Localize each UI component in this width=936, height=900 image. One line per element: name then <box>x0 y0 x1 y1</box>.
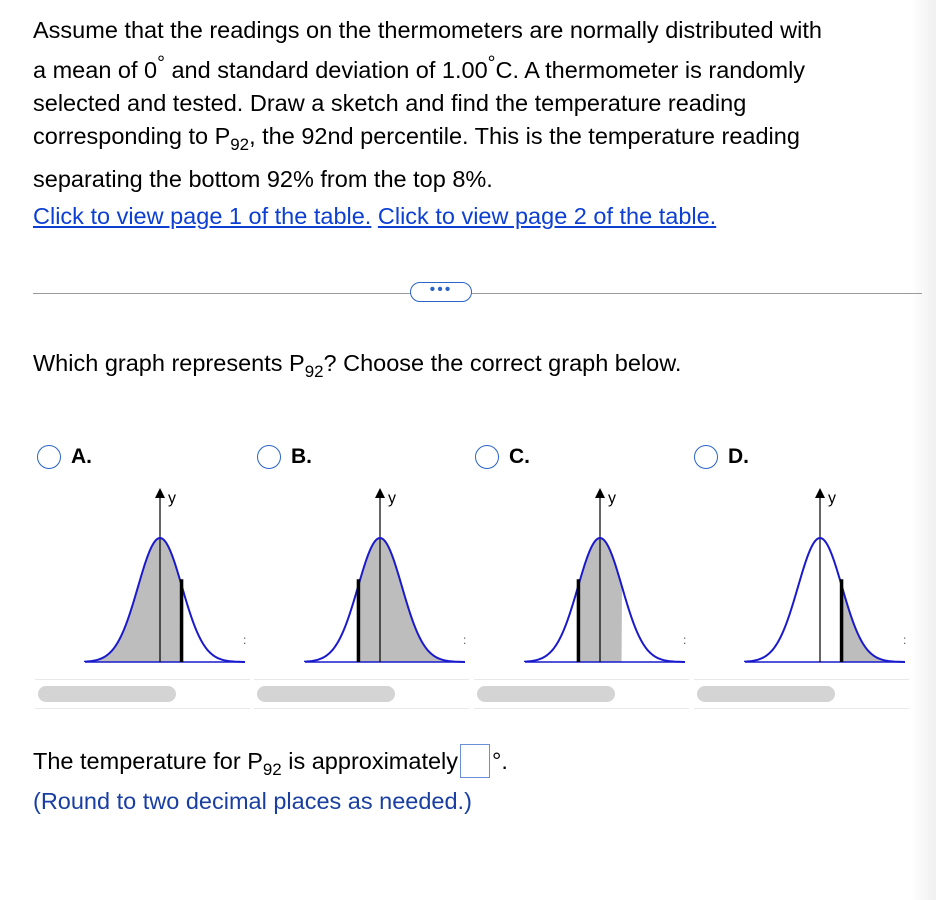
question-line-2c: C. A thermometer is randomly <box>495 56 806 83</box>
question-line-2a: a mean of 0 <box>33 56 158 83</box>
option-d-bar-bottom-line <box>694 708 909 709</box>
option-c-bar-bottom-line <box>474 708 689 709</box>
axis-end-mark: : <box>243 633 247 647</box>
option-a-label: A. <box>71 445 92 468</box>
y-axis-arrow-icon <box>155 488 165 498</box>
option-c-zoom-bar[interactable] <box>477 686 615 702</box>
option-b-label: B. <box>291 445 312 468</box>
section-divider <box>33 293 922 294</box>
option-a-graph <box>80 486 250 666</box>
temperature-answer-input[interactable] <box>460 744 490 778</box>
table-page-1-link[interactable]: Click to view page 1 of the table. <box>33 203 372 229</box>
option-b-bar-bottom-line <box>254 708 469 709</box>
option-b-radio[interactable] <box>257 445 281 469</box>
axis-end-mark: : <box>463 633 467 647</box>
option-d-label: D. <box>728 445 749 468</box>
normal-curve <box>745 538 905 662</box>
y-axis-arrow-icon <box>815 488 825 498</box>
answer-after: is approximately <box>281 748 459 774</box>
option-b-bar-top-line <box>254 679 469 680</box>
table-page-2-link[interactable]: Click to view page 2 of the table. <box>377 203 717 229</box>
question-line-1: Assume that the readings on the thermometers are normally distributed with <box>33 17 822 43</box>
option-a-zoom-bar[interactable] <box>38 686 176 702</box>
option-d-bar-top-line <box>694 679 909 680</box>
y-axis-label: y <box>828 490 836 507</box>
option-a-radio[interactable] <box>37 445 61 469</box>
degree-symbol: ° <box>157 52 165 74</box>
option-a-bar-top-line <box>35 679 250 680</box>
answer-line <box>33 744 508 778</box>
option-c-radio[interactable] <box>475 445 499 469</box>
option-c-label: C. <box>509 445 530 468</box>
table-links <box>33 203 716 230</box>
option-b-graph <box>300 486 470 666</box>
y-axis-label: y <box>168 490 176 507</box>
expand-button[interactable]: ••• <box>410 282 472 302</box>
percentile-subscript: 92 <box>304 361 324 381</box>
y-axis-arrow-icon <box>375 488 385 498</box>
axis-end-mark: : <box>903 633 907 647</box>
prompt-after: ? Choose the correct graph below. <box>323 350 682 376</box>
question-text <box>33 14 913 196</box>
option-d-zoom-bar[interactable] <box>697 686 835 702</box>
option-b-zoom-bar[interactable] <box>257 686 395 702</box>
axis-end-mark: : <box>683 633 687 647</box>
answer-unit: °. <box>492 748 508 774</box>
percentile-subscript: 92 <box>230 134 250 154</box>
question-line-4a: corresponding to P <box>33 122 231 149</box>
percentile-subscript: 92 <box>262 759 282 779</box>
answer-before: The temperature for P <box>33 748 263 774</box>
option-a-bar-bottom-line <box>35 708 250 709</box>
y-axis-label: y <box>388 490 396 507</box>
y-axis-label: y <box>608 490 616 507</box>
option-c-graph <box>520 486 690 666</box>
prompt-before: Which graph represents P <box>33 350 305 376</box>
question-line-4b: , the 92nd percentile. This is the temperature reading <box>249 122 800 149</box>
option-d-graph <box>740 486 910 666</box>
degree-symbol: ° <box>487 52 496 74</box>
question-line-3: selected and tested. Draw a sketch and find the temperature reading <box>33 89 747 116</box>
rounding-note: (Round to two decimal places as needed.) <box>33 788 472 814</box>
question-line-5: separating the bottom 92% from the top 8%. <box>33 165 493 192</box>
option-d-radio[interactable] <box>694 445 718 469</box>
question-line-2b: and standard deviation of 1.00 <box>164 56 488 83</box>
graph-prompt <box>33 350 682 381</box>
y-axis-arrow-icon <box>595 488 605 498</box>
right-edge-shade <box>910 0 936 900</box>
option-c-bar-top-line <box>474 679 689 680</box>
